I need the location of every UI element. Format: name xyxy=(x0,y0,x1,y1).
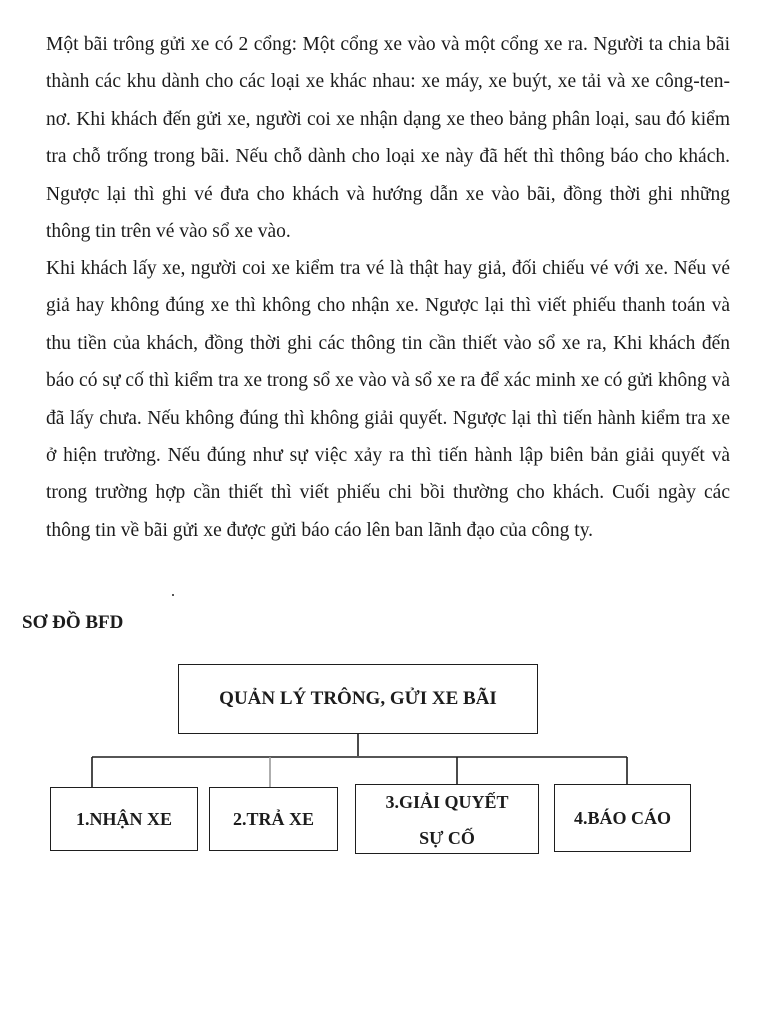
section-heading: SƠ ĐỒ BFD xyxy=(22,612,124,633)
paragraph-1: Một bãi trông gửi xe có 2 cổng: Một cổng xe vào và một cổng xe ra. Người ta chia bãi thành các khu dành cho các loại xe khác nhau: xe máy, xe buýt, xe tải và xe công-ten-nơ. Khi khách đến gửi xe, người coi xe nhận dạng xe theo bảng phân loại, sau đó kiểm tra chỗ trống trong bãi. Nếu chỗ dành cho loại xe này đã hết thì thông báo cho khách. Ngược lại thì ghi vé đưa cho khách và hướng dẫn xe vào bãi, đồng thời ghi những thông tin trên vé vào sổ xe vào. xyxy=(46,34,730,243)
child-node-3-label-line2: SỰ CỐ xyxy=(419,828,475,848)
child-node-4-label: 4.BÁO CÁO xyxy=(573,808,671,828)
child-node-2-label: 2.TRẢ XE xyxy=(232,809,314,829)
paragraph-2: Khi khách lấy xe, người coi xe kiểm tra vé là thật hay giả, đối chiếu vé với xe. Nếu vé giả hay không đúng xe thì không cho nhận xe. Ngược lại thì viết phiếu thanh toán và thu tiền của khách, đồng thời ghi các thông tin cần thiết vào sổ xe ra, Khi khách đến báo có sự cố thì kiểm tra xe trong sổ xe vào và sổ xe ra để xác minh xe có gửi không và đã lấy chưa. Nếu không đúng thì không giải quyết. Ngược lại thì tiến hành kiểm tra xe ở hiện trường. Nếu đúng như sự việc xảy ra thì tiến hành lập biên bản giải quyết và trong trường hợp cần thiết thì viết phiếu chi bồi thường cho khách. Cuối ngày các thông tin về bãi gửi xe được gửi báo cáo lên ban lãnh đạo của công ty. xyxy=(46,258,730,541)
child-node-2 xyxy=(209,787,338,851)
root-node xyxy=(178,664,538,734)
child-node-3-label-line1: 3.GIẢI QUYẾT xyxy=(385,792,509,812)
child-node-3 xyxy=(355,784,539,854)
root-node-label: QUẢN LÝ TRÔNG, GỬI XE BÃI xyxy=(219,688,497,709)
child-node-4 xyxy=(554,784,691,852)
child-node-1-label: 1.NHẬN XE xyxy=(75,809,172,829)
child-node-1 xyxy=(50,787,198,851)
